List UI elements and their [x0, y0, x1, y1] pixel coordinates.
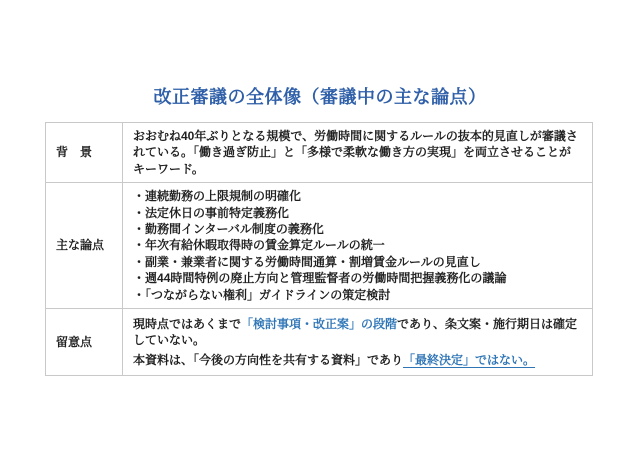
- text-segment: 「検討事項・改正案」の段階: [241, 316, 398, 331]
- text-segment: おおむね40年ぶりとなる規模で、労働時間に関するルールの抜本的見直しが審議されている。「働き過ぎ防止」と「多様で柔軟な働き方の実現」を両立させることがキーワード。: [133, 129, 578, 176]
- bullet-marker: ・: [133, 189, 146, 204]
- bullet-marker: ・: [133, 205, 146, 220]
- bullet-item: [133, 270, 582, 286]
- text-segment: 年次有給休暇取得時の賃金算定ルールの統一: [145, 238, 385, 253]
- bullet-item: [133, 188, 582, 204]
- table-row: [46, 123, 593, 183]
- text-segment: 本資料は、「今後の方向性を共有する資料」であり: [133, 352, 404, 367]
- row-content: [123, 309, 593, 376]
- bullet-item: [133, 254, 582, 270]
- text-segment: 法定休日の事前特定義務化: [145, 205, 290, 220]
- bullet-item: [133, 205, 582, 221]
- row-label: 背 景: [46, 123, 123, 183]
- text-segment: 副業・兼業者に関する労働時間通算・割増賃金ルールの見直し: [145, 254, 481, 269]
- bullet-marker: ・: [133, 271, 146, 286]
- summary-table: [45, 122, 593, 376]
- paragraph: [133, 352, 582, 368]
- table-row: [46, 309, 593, 376]
- paragraph: [133, 316, 582, 349]
- summary-table-body: [46, 123, 593, 376]
- table-row: [46, 183, 593, 309]
- bullet-marker: ・: [133, 222, 146, 237]
- bullet-item: [133, 237, 582, 253]
- bullet-item: [133, 221, 582, 237]
- page-title: 改正審議の全体像（審議中の主な論点）: [153, 87, 487, 107]
- bullet-item: [133, 287, 582, 303]
- row-content: [123, 183, 593, 309]
- bullet-marker: ・: [133, 238, 146, 253]
- text-segment: 勤務間インターバル制度の義務化: [145, 222, 324, 237]
- text-segment: 連続勤務の上限規制の明確化: [145, 189, 302, 204]
- row-content: [123, 123, 593, 183]
- paragraph: [133, 128, 582, 177]
- row-label: 主な論点: [46, 183, 123, 309]
- text-segment: であり、条文案・施行期日は確定していない。: [133, 316, 578, 348]
- text-segment: 「つながらない権利」ガイドラインの策定検討: [145, 287, 391, 302]
- text-segment: 週44時間特例の廃止方向と管理監督者の労働時間把握義務化の議論: [145, 271, 507, 286]
- text-segment: 現時点ではあくまで: [133, 316, 242, 331]
- text-segment: 「最終決定」ではない。: [403, 352, 536, 367]
- bullet-marker: ・: [133, 287, 146, 302]
- row-label: 留意点: [46, 309, 123, 376]
- bullet-marker: ・: [133, 254, 146, 269]
